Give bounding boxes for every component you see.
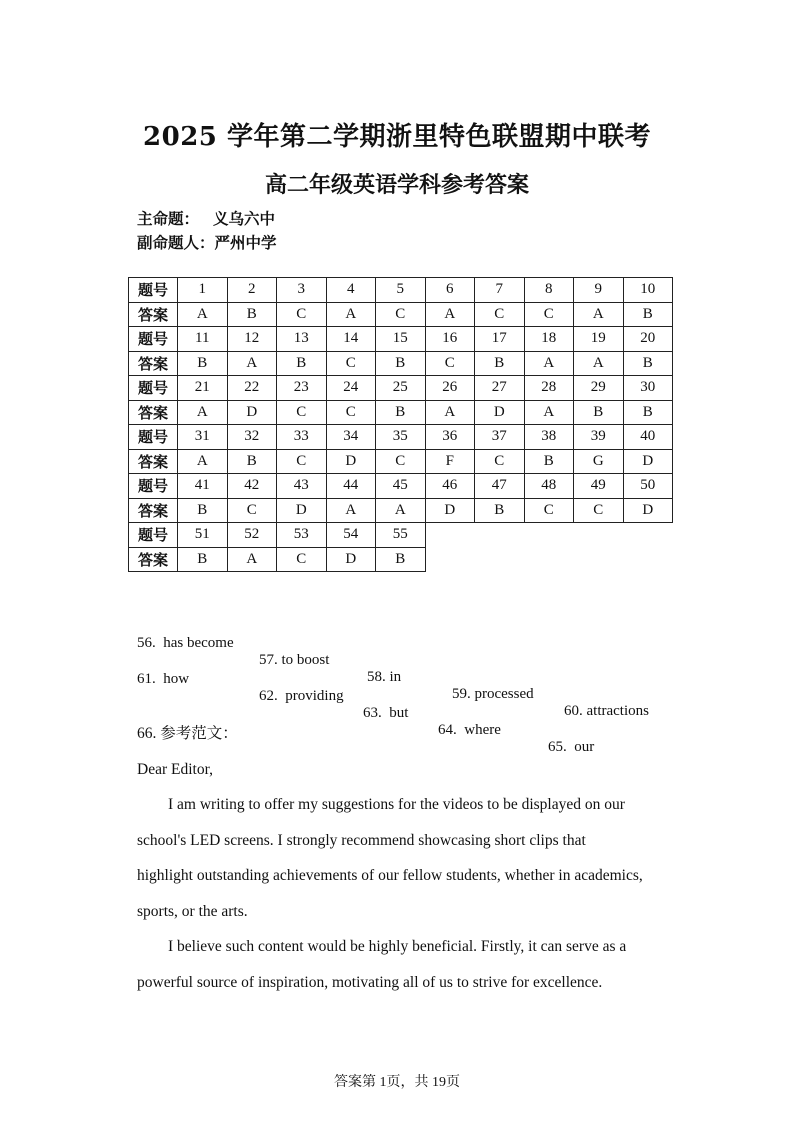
question-number-cell: 23	[277, 376, 327, 401]
answer-cell: C	[277, 547, 327, 572]
answer-cell: B	[227, 449, 277, 474]
fill-num: 56.	[137, 635, 156, 651]
question-number-row	[129, 327, 673, 352]
empty-cell	[623, 547, 673, 572]
essay-section	[137, 716, 667, 1000]
answer-cell: A	[376, 498, 426, 523]
deputy-author-line	[137, 231, 277, 253]
question-number-cell: 50	[623, 474, 673, 499]
question-label: 题号	[129, 474, 178, 499]
question-number-cell: 4	[326, 278, 376, 303]
answer-cell: C	[326, 400, 376, 425]
question-number-cell: 37	[475, 425, 525, 450]
answer-cell: C	[277, 400, 327, 425]
fill-answer: processed	[474, 686, 534, 702]
fill-answer: how	[163, 671, 190, 687]
question-number-cell: 32	[227, 425, 277, 450]
answer-cell: C	[277, 449, 327, 474]
essay-line: powerful source of inspiration, motivating all of us to strive for excellence.	[137, 973, 603, 991]
question-number-cell: 22	[227, 376, 277, 401]
answer-cell: B	[178, 498, 228, 523]
question-number-cell: 48	[524, 474, 574, 499]
answer-cell: A	[178, 302, 228, 327]
answer-cell: D	[425, 498, 475, 523]
chief-author-value: 义乌六中	[213, 209, 276, 228]
answer-cell: D	[623, 449, 673, 474]
empty-cell	[574, 523, 624, 548]
answer-cell: A	[326, 302, 376, 327]
answer-row	[129, 351, 673, 376]
empty-cell	[574, 547, 624, 572]
question-number-cell: 9	[574, 278, 624, 303]
question-number-row	[129, 278, 673, 303]
fill-num: 65.	[548, 739, 567, 755]
question-number-cell: 39	[574, 425, 624, 450]
question-number-cell: 13	[277, 327, 327, 352]
question-number-cell: 49	[574, 474, 624, 499]
answer-cell: B	[178, 351, 228, 376]
answer-cell: D	[227, 400, 277, 425]
empty-cell	[475, 523, 525, 548]
question-label: 题号	[129, 327, 178, 352]
answer-cell: D	[326, 449, 376, 474]
question-number-cell: 1	[178, 278, 228, 303]
question-number-cell: 3	[277, 278, 327, 303]
answer-cell: B	[623, 351, 673, 376]
answer-cell: C	[376, 449, 426, 474]
question-number-cell: 40	[623, 425, 673, 450]
question-number-cell: 28	[524, 376, 574, 401]
answer-cell: C	[524, 498, 574, 523]
question-number-cell: 2	[227, 278, 277, 303]
question-number-cell: 20	[623, 327, 673, 352]
fill-num: 64.	[438, 722, 457, 738]
question-number-cell: 21	[178, 376, 228, 401]
empty-cell	[524, 523, 574, 548]
question-number-cell: 12	[227, 327, 277, 352]
question-number-cell: 15	[376, 327, 426, 352]
question-number-cell: 25	[376, 376, 426, 401]
answer-cell: C	[475, 449, 525, 474]
question-number-cell: 11	[178, 327, 228, 352]
answer-cell: A	[574, 351, 624, 376]
answer-row	[129, 547, 673, 572]
question-number-cell: 6	[425, 278, 475, 303]
fill-num: 62.	[259, 688, 278, 704]
question-number-cell: 44	[326, 474, 376, 499]
essay-line: highlight outstanding achievements of our fellow students, whether in academics,	[137, 867, 643, 884]
essay-line: school's LED screens. I strongly recommend showcasing short clips that	[137, 831, 586, 849]
fill-answer: but	[389, 705, 409, 721]
question-number-cell: 38	[524, 425, 574, 450]
deputy-author-value: 严州中学	[214, 233, 277, 252]
answer-cell: B	[376, 351, 426, 376]
question-number-row	[129, 474, 673, 499]
answer-cell: B	[277, 351, 327, 376]
answer-cell: A	[524, 400, 574, 425]
answer-cell: C	[277, 302, 327, 327]
question-number-cell: 5	[376, 278, 426, 303]
answer-label: 答案	[129, 351, 178, 376]
question-number-cell: 51	[178, 523, 228, 548]
question-number-cell: 53	[277, 523, 327, 548]
empty-cell	[425, 547, 475, 572]
question-number-cell: 24	[326, 376, 376, 401]
answer-cell: A	[524, 351, 574, 376]
question-number-cell: 26	[425, 376, 475, 401]
question-number-cell: 35	[376, 425, 426, 450]
answer-cell: B	[623, 400, 673, 425]
question-label: 题号	[129, 376, 178, 401]
answer-row	[129, 449, 673, 474]
question-number-cell: 18	[524, 327, 574, 352]
answer-cell: D	[326, 547, 376, 572]
answer-cell: A	[178, 449, 228, 474]
answer-label: 答案	[129, 302, 178, 327]
question-number-cell: 19	[574, 327, 624, 352]
answer-cell: B	[475, 351, 525, 376]
question-number-cell: 41	[178, 474, 228, 499]
question-number-row	[129, 376, 673, 401]
chief-author-label: 主命题：	[137, 209, 200, 228]
question-number-cell: 17	[475, 327, 525, 352]
question-label: 题号	[129, 523, 178, 548]
document-subtitle: 高二年级英语学科参考答案	[264, 172, 529, 198]
fill-answer: providing	[285, 688, 344, 704]
answer-cell: B	[623, 302, 673, 327]
answer-cell: A	[227, 351, 277, 376]
fill-answer: attractions	[586, 703, 649, 719]
essay-salutation: Dear Editor,	[137, 760, 213, 778]
question-number-cell: 52	[227, 523, 277, 548]
answer-row	[129, 302, 673, 327]
answer-row	[129, 498, 673, 523]
chief-author-line	[137, 207, 275, 229]
essay-line: sports, or the arts.	[137, 902, 248, 920]
answer-cell: A	[574, 302, 624, 327]
answer-cell: C	[227, 498, 277, 523]
fill-answer: our	[574, 739, 595, 755]
answer-cell: C	[425, 351, 475, 376]
answer-row	[129, 400, 673, 425]
fill-answer: where	[464, 722, 501, 738]
fill-num: 59.	[452, 686, 471, 702]
answer-cell: C	[376, 302, 426, 327]
question-label: 题号	[129, 425, 178, 450]
answer-cell: A	[326, 498, 376, 523]
question-number-cell: 47	[475, 474, 525, 499]
answer-cell: B	[475, 498, 525, 523]
answer-cell: C	[326, 351, 376, 376]
empty-cell	[425, 523, 475, 548]
answer-cell: D	[475, 400, 525, 425]
question-number-cell: 55	[376, 523, 426, 548]
question-number-cell: 30	[623, 376, 673, 401]
question-number-cell: 34	[326, 425, 376, 450]
question-number-cell: 29	[574, 376, 624, 401]
fill-num: 57.	[259, 652, 278, 668]
essay-heading: 66. 参考范文：	[137, 725, 238, 742]
document-title: 2025 学年第二学期浙里特色联盟期中联考	[143, 122, 651, 152]
answer-cell: B	[376, 400, 426, 425]
answer-table	[128, 277, 673, 572]
question-number-cell: 42	[227, 474, 277, 499]
answer-label: 答案	[129, 400, 178, 425]
fill-answer: to boost	[281, 652, 330, 668]
fill-num: 60.	[564, 703, 583, 719]
answer-cell: B	[178, 547, 228, 572]
question-number-cell: 54	[326, 523, 376, 548]
question-number-cell: 14	[326, 327, 376, 352]
question-number-cell: 45	[376, 474, 426, 499]
question-number-cell: 8	[524, 278, 574, 303]
answer-cell: C	[475, 302, 525, 327]
fill-num: 61.	[137, 671, 156, 687]
answer-label: 答案	[129, 449, 178, 474]
answer-cell: D	[623, 498, 673, 523]
fill-num: 58.	[367, 669, 386, 685]
question-number-cell: 33	[277, 425, 327, 450]
answer-cell: C	[524, 302, 574, 327]
question-number-cell: 16	[425, 327, 475, 352]
empty-cell	[623, 523, 673, 548]
question-label: 题号	[129, 278, 178, 303]
answer-cell: B	[574, 400, 624, 425]
fill-num: 63.	[363, 705, 382, 721]
question-number-cell: 27	[475, 376, 525, 401]
page-footer: 答案第 1页，共 19页	[334, 1075, 460, 1090]
answer-label: 答案	[129, 498, 178, 523]
empty-cell	[524, 547, 574, 572]
question-number-cell: 36	[425, 425, 475, 450]
answer-cell: B	[524, 449, 574, 474]
empty-cell	[475, 547, 525, 572]
question-number-row	[129, 425, 673, 450]
answer-cell: B	[376, 547, 426, 572]
essay-line: I am writing to offer my suggestions for the videos to be displayed on our	[168, 796, 625, 813]
essay-line: I believe such content would be highly beneficial. Firstly, it can serve as a	[168, 938, 627, 955]
question-number-cell: 7	[475, 278, 525, 303]
question-number-cell: 46	[425, 474, 475, 499]
question-number-cell: 31	[178, 425, 228, 450]
fill-answer: in	[389, 669, 402, 685]
answer-label: 答案	[129, 547, 178, 572]
answer-cell: A	[178, 400, 228, 425]
answer-cell: A	[425, 302, 475, 327]
question-number-row	[129, 523, 673, 548]
answer-cell: A	[425, 400, 475, 425]
fill-answer: has become	[163, 635, 234, 651]
answer-cell: B	[227, 302, 277, 327]
question-number-cell: 10	[623, 278, 673, 303]
answer-cell: F	[425, 449, 475, 474]
answer-cell: C	[574, 498, 624, 523]
deputy-author-label: 副命题人：	[137, 233, 215, 252]
answer-cell: G	[574, 449, 624, 474]
question-number-cell: 43	[277, 474, 327, 499]
answer-cell: D	[277, 498, 327, 523]
answer-cell: A	[227, 547, 277, 572]
